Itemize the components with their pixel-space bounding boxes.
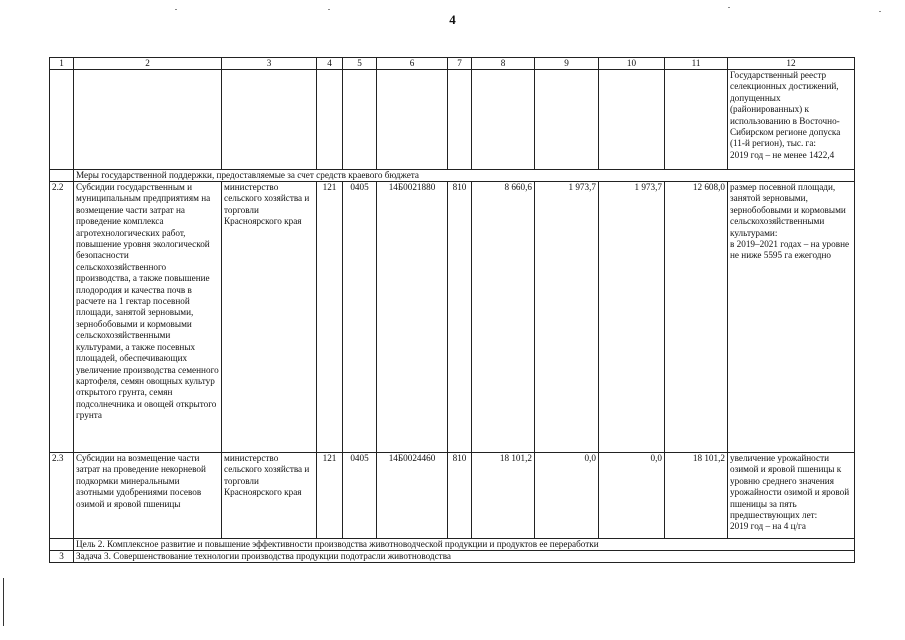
expense-type-code: 810 [448, 182, 472, 453]
target-article-code: 14Б0024460 [377, 453, 448, 539]
grbs-code: 121 [317, 182, 343, 453]
task-title: Задача 3. Совершенствование технологии производства продукции подотрасли животноводства [74, 551, 855, 563]
amount-2020: 0,0 [535, 453, 599, 539]
table-row-continuation [50, 70, 855, 170]
executor: министерство сельского хозяйства и торговли Красноярского края [222, 453, 317, 539]
scan-speck [328, 9, 330, 10]
expense-type-code: 810 [448, 453, 472, 539]
section-title: Меры государственной поддержки, предоставляемые за счет средств краевого бюджета [74, 170, 855, 182]
column-number: 10 [599, 58, 665, 70]
measure-name: Субсидии государственным и муниципальным предприятиям на возмещение части затрат на проведение комплекса агротехнологических работ, повышение уровня экологической безопасности сельскохозяйственного производства, а также повышение плодородия и качества почв в расчете на 1 гектар посевной площади, занятой зерновыми, зернобобовыми и кормовыми сельскохозяйственными культурами, а также посевных площадей, обеспечивающих увеличение производства семенного картофеля, семян овощных культур открытого грунта, семян подсолнечника и овощей открытого грунта [74, 182, 222, 453]
scan-speck [728, 7, 730, 8]
goal-row [50, 539, 855, 551]
column-number: 2 [74, 58, 222, 70]
column-number: 5 [343, 58, 377, 70]
grbs-code: 121 [317, 453, 343, 539]
amount-total: 12 608,0 [665, 182, 728, 453]
amount-2021: 0,0 [599, 453, 665, 539]
column-number: 6 [377, 58, 448, 70]
amount-2021: 1 973,7 [599, 182, 665, 453]
row-number: 3 [50, 551, 74, 563]
column-number: 4 [317, 58, 343, 70]
row-number: 2.2 [50, 182, 74, 453]
target-article-code: 14Б0021880 [377, 182, 448, 453]
amount-2019: 8 660,6 [472, 182, 535, 453]
column-number: 3 [222, 58, 317, 70]
column-number: 9 [535, 58, 599, 70]
section-row-regional-budget [50, 170, 855, 182]
scan-speck [175, 9, 177, 10]
column-number: 7 [448, 58, 472, 70]
scan-margin-line [3, 578, 4, 626]
amount-2020: 1 973,7 [535, 182, 599, 453]
expected-result-cell: увеличение урожайности озимой и яровой пшеницы к уровню среднего значения урожайности озимой и яровой пшеницы за пять предшествующих лет: 2019 год – на 4 ц/га [728, 453, 855, 539]
table-row-2-3 [50, 453, 855, 539]
task-row [50, 551, 855, 563]
scan-speck [879, 11, 881, 12]
program-measures-table [49, 57, 855, 563]
section-code: 0405 [343, 182, 377, 453]
expected-result-cell: размер посевной площади, занятой зерновыми, зернобобовыми и кормовыми сельскохозяйственными культурами: в 2019–2021 годах – на уровне не ниже 5595 га ежегодно [728, 182, 855, 453]
column-number: 1 [50, 58, 74, 70]
column-number: 12 [728, 58, 855, 70]
amount-2019: 18 101,2 [472, 453, 535, 539]
executor: министерство сельского хозяйства и торговли Красноярского края [222, 182, 317, 453]
column-number: 11 [665, 58, 728, 70]
expected-result-cell: Государственный реестр селекционных достижений, допущенных (районированных) к использованию в Восточно-Сибирском регионе допуска (11-й регион), тыс. га: 2019 год – не менее 1422,4 [728, 70, 855, 170]
measure-name: Субсидии на возмещение части затрат на проведение некорневой подкормки минеральными азотными удобрениями посевов озимой и яровой пшеницы [74, 453, 222, 539]
section-code: 0405 [343, 453, 377, 539]
column-number-row [50, 58, 855, 70]
goal-title: Цель 2. Комплексное развитие и повышение эффективности производства животноводческой продукции и продуктов ее переработки [74, 539, 855, 551]
column-number: 8 [472, 58, 535, 70]
amount-total: 18 101,2 [665, 453, 728, 539]
page-number: 4 [449, 12, 456, 27]
row-number: 2.3 [50, 453, 74, 539]
table-row-2-2 [50, 182, 855, 453]
